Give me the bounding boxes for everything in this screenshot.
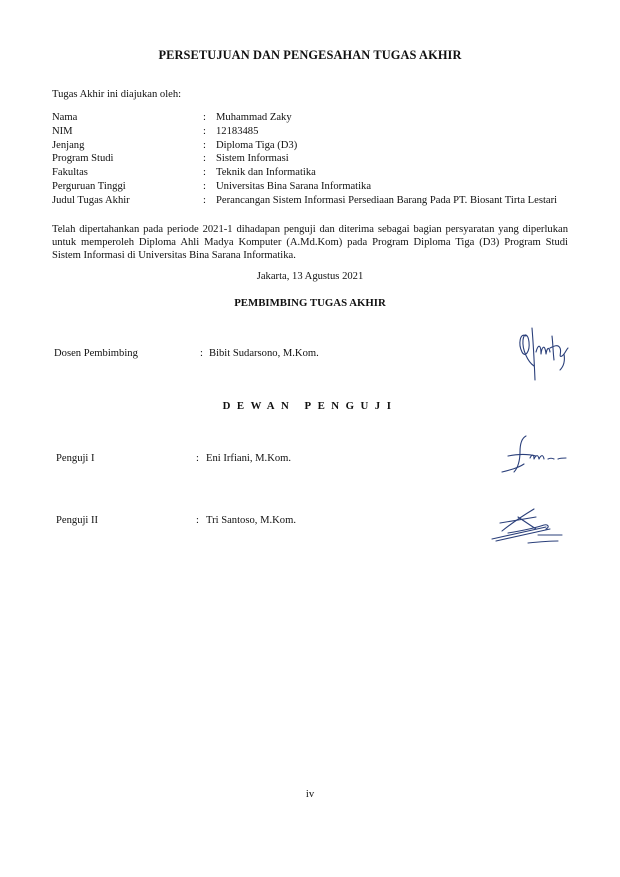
page-number: iv [305,789,315,800]
identity-separator: : [203,167,206,179]
place-date: Jakarta, 13 Agustus 2021 [256,271,364,282]
supervisor-label: Dosen Pembimbing [54,348,138,359]
identity-row-nim [52,126,557,140]
examiner-1-name: Eni Irfiani, M.Kom. [206,453,292,464]
identity-separator: : [203,153,206,165]
examiner-2-separator: : [196,515,199,526]
examiner-1-signature [496,432,570,476]
supervisor-separator: : [200,348,203,359]
supervisor-signature [512,322,574,384]
statement-paragraph: Telah dipertahankan pada periode 2021-1 dihadapan penguji dan diterima sebagai bagian persyaratan yang diperlukan untuk memperoleh Diploma Ahli Madya Komputer (A.Md.Kom) pada Program Diploma Tiga (D3) Program Studi Sistem Informasi di Universitas Bina Sarana Informatika. [52,224,568,261]
identity-row-judul [52,195,557,209]
identity-row-fakultas [52,167,557,181]
identity-label: Judul Tugas Akhir [52,194,130,206]
identity-separator: : [203,194,206,206]
identity-value: Muhammad Zaky [216,112,292,123]
identity-label: Fakultas [52,167,88,179]
examiner-1-label: Penguji I [56,453,95,464]
intro-text: Tugas Akhir ini diajukan oleh: [52,89,182,100]
identity-label: Program Studi [52,153,114,165]
document-title: PERSETUJUAN DAN PENGESAHAN TUGAS AKHIR [158,48,462,62]
identity-value: Perancangan Sistem Informasi Persediaan Barang Pada PT. Biosant Tirta Lestari [216,194,558,206]
identity-value: Sistem Informasi [216,153,289,165]
identity-separator: : [203,125,206,137]
supervisor-heading: PEMBIMBING TUGAS AKHIR [234,297,386,309]
identity-separator: : [203,180,206,192]
identity-value: 12183485 [216,125,259,137]
identity-separator: : [203,112,206,123]
examiner-1-separator: : [196,453,199,464]
examiner-2-signature [488,505,570,545]
supervisor-name: Bibit Sudarsono, M.Kom. [209,348,319,359]
identity-label: Jenjang [52,139,85,151]
identity-value: Diploma Tiga (D3) [216,139,298,151]
identity-label: Perguruan Tinggi [52,180,126,192]
examiner-heading: DEWAN PENGUJI [222,400,398,412]
identity-label: Nama [52,112,78,123]
identity-row-program-studi [52,153,557,167]
student-identity-table [52,112,557,209]
identity-row-perguruan-tinggi [52,181,557,195]
identity-value: Universitas Bina Sarana Informatika [216,180,372,192]
examiner-2-name: Tri Santoso, M.Kom. [206,515,296,526]
identity-label: NIM [52,125,73,137]
identity-value: Teknik dan Informatika [216,167,316,179]
identity-row-nama [52,112,557,126]
identity-separator: : [203,139,206,151]
identity-row-jenjang [52,140,557,154]
examiner-2-label: Penguji II [56,515,99,526]
